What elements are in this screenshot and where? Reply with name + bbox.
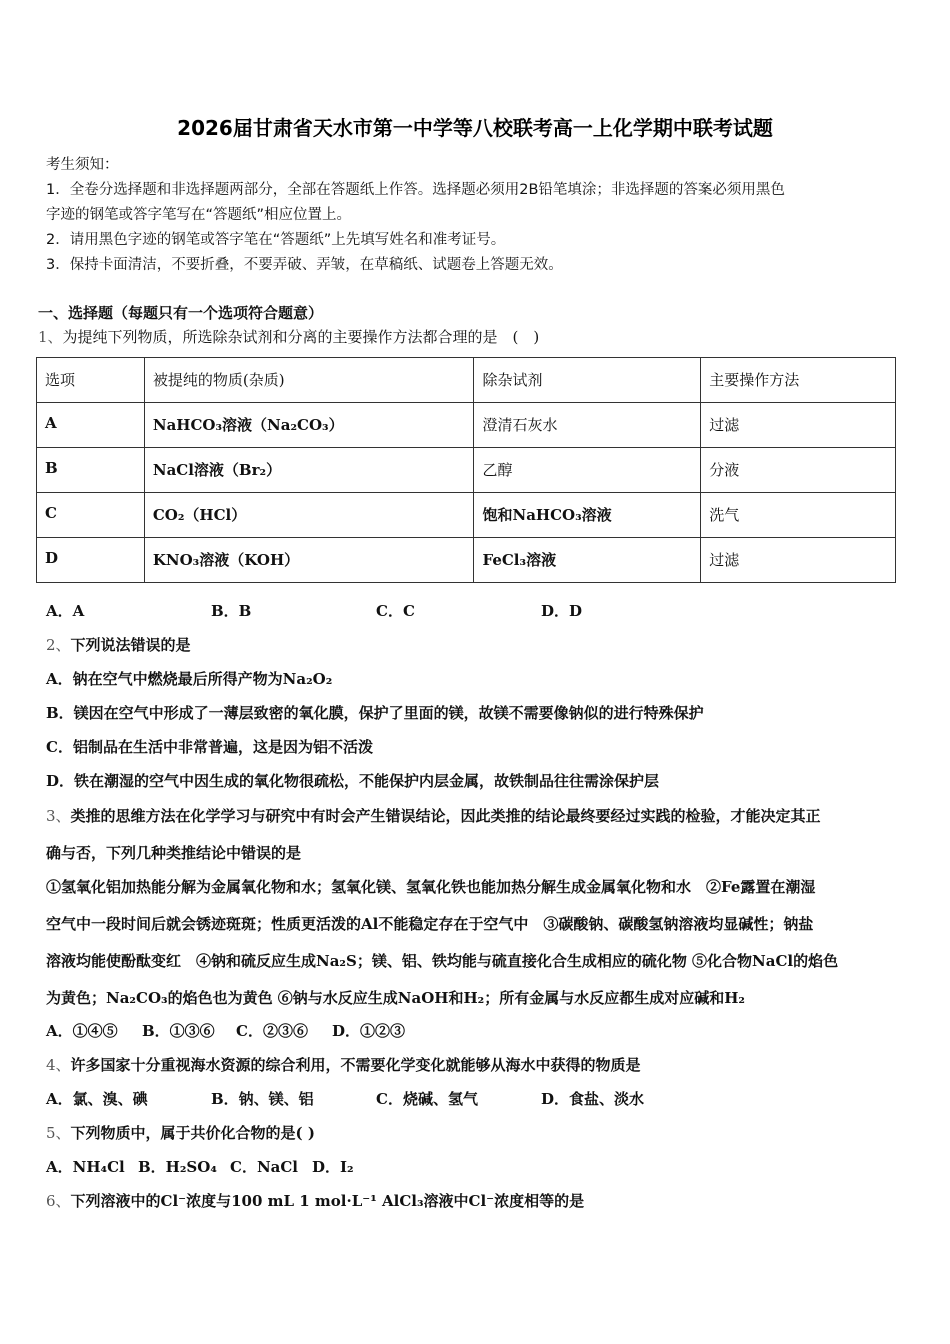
cell-option: A	[37, 403, 145, 448]
question-text: 下列溶液中的Cl⁻浓度与100 mL 1 mol·L⁻¹ AlCl₃溶液中Cl⁻浓度相等的是	[70, 1192, 585, 1210]
cell-option: D	[37, 538, 145, 583]
question-number: 2、	[46, 636, 71, 654]
option-c[interactable]: C．铝制品在生活中非常普遍，这是因为铝不活泼	[46, 738, 373, 756]
table-header-row	[37, 358, 896, 403]
notice-item-2: 2．请用黑色字迹的钢笔或答字笔在“答题纸”上先填写姓名和准考证号。	[46, 232, 506, 248]
question-text: 许多国家十分重视海水资源的综合利用，不需要化学变化就能够从海水中获得的物质是	[70, 1056, 641, 1074]
option-c[interactable]: C．烧碱、氢气	[376, 1090, 478, 1108]
question-number: 4、	[46, 1056, 71, 1074]
cell-substance: KNO₃溶液（KOH）	[144, 538, 474, 583]
option-a[interactable]: A．NH₄Cl	[46, 1158, 125, 1176]
question-text: 类推的思维方法在化学学习与研究中有时会产生错误结论，因此类推的结论最终要经过实践的检验，才能决定其正	[70, 807, 821, 825]
question-2-stem	[46, 634, 191, 655]
notice-item-3: 3．保持卡面清洁，不要折叠，不要弄破、弄皱，在草稿纸、试题卷上答题无效。	[46, 257, 563, 273]
question-5-stem	[46, 1122, 315, 1143]
option-a[interactable]: A．①④⑤	[46, 1022, 118, 1040]
option-a[interactable]: A．钠在空气中燃烧最后所得产物为Na₂O₂	[46, 670, 333, 688]
question-3-stem	[46, 805, 821, 826]
cell-option: B	[37, 448, 145, 493]
cell-substance: NaCl溶液（Br₂）	[144, 448, 474, 493]
question-3-stem-cont: 确与否，下列几种类推结论中错误的是	[46, 844, 302, 862]
question-text: 为提纯下列物质，所选除杂试剂和分离的主要操作方法都合理的是 ( )	[62, 328, 540, 346]
section-heading: 一、选择题（每题只有一个选项符合题意）	[38, 304, 324, 322]
question-number: 3、	[46, 807, 71, 825]
table-row	[37, 403, 896, 448]
question-3-body-line: 空气中一段时间后就会锈迹斑斑；性质更活泼的Al不能稳定存在于空气中 ③碳酸钠、碳酸氢钠溶液均显碱性；钠盐	[46, 915, 814, 933]
option-d[interactable]: D．食盐、淡水	[541, 1090, 645, 1108]
table-row	[37, 493, 896, 538]
question-number: 6、	[46, 1192, 71, 1210]
question-1-stem	[38, 326, 539, 347]
cell-reagent: 饱和NaHCO₃溶液	[474, 493, 701, 538]
table-row	[37, 538, 896, 583]
question-3-body-line: ①氢氧化铝加热能分解为金属氧化物和水；氢氧化镁、氢氧化铁也能加热分解生成金属氧化物和水 ②Fe露置在潮湿	[46, 878, 816, 896]
cell-substance: CO₂（HCl）	[144, 493, 474, 538]
question-6-stem	[46, 1190, 584, 1211]
cell-substance: NaHCO₃溶液（Na₂CO₃）	[144, 403, 474, 448]
question-3-body-line: 溶液均能使酚酞变红 ④钠和硫反应生成Na₂S；镁、铝、铁均能与硫直接化合生成相应的硫化物 ⑤化合物NaCl的焰色	[46, 952, 839, 970]
option-d[interactable]: D．铁在潮湿的空气中因生成的氧化物很疏松，不能保护内层金属，故铁制品往往需涂保护层	[46, 772, 660, 790]
notice-item-1-cont: 字迹的钢笔或答字笔写在“答题纸”相应位置上。	[46, 207, 352, 223]
notice-item-1: 1．全卷分选择题和非选择题两部分，全部在答题纸上作答。选择题必须用2B铅笔填涂；非选择题的答案必须用黑色	[46, 182, 785, 198]
table-row	[37, 448, 896, 493]
option-d[interactable]: D．D	[541, 602, 583, 620]
option-b[interactable]: B．H₂SO₄	[138, 1158, 217, 1176]
notice-heading: 考生须知：	[46, 157, 119, 173]
header-method: 主要操作方法	[701, 358, 896, 403]
option-c[interactable]: C．②③⑥	[236, 1022, 308, 1040]
cell-method: 洗气	[701, 493, 896, 538]
question-number: 1、	[38, 328, 63, 346]
header-reagent: 除杂试剂	[474, 358, 701, 403]
cell-method: 分液	[701, 448, 896, 493]
header-option: 选项	[37, 358, 145, 403]
question-number: 5、	[46, 1124, 71, 1142]
option-c[interactable]: C．C	[376, 602, 415, 620]
cell-option: C	[37, 493, 145, 538]
question-3-body-line: 为黄色；Na₂CO₃的焰色也为黄色 ⑥钠与水反应生成NaOH和H₂；所有金属与水反应都生成对应碱和H₂	[46, 989, 745, 1007]
option-b[interactable]: B．钠、镁、铝	[211, 1090, 314, 1108]
cell-method: 过滤	[701, 403, 896, 448]
option-b[interactable]: B．①③⑥	[142, 1022, 215, 1040]
question-1-table	[36, 357, 896, 583]
option-a[interactable]: A．氯、溴、碘	[46, 1090, 148, 1108]
question-text: 下列物质中，属于共价化合物的是( )	[70, 1124, 315, 1142]
question-text: 下列说法错误的是	[70, 636, 191, 654]
cell-reagent: 乙醇	[474, 448, 701, 493]
option-d[interactable]: D．①②③	[332, 1022, 406, 1040]
option-c[interactable]: C．NaCl	[230, 1158, 299, 1176]
question-4-stem	[46, 1054, 641, 1075]
page-title: 2026届甘肃省天水市第一中学等八校联考高一上化学期中联考试题	[177, 116, 773, 140]
cell-reagent: FeCl₃溶液	[474, 538, 701, 583]
option-b[interactable]: B．镁因在空气中形成了一薄层致密的氧化膜，保护了里面的镁，故镁不需要像钠似的进行特殊保护	[46, 704, 704, 722]
cell-reagent: 澄清石灰水	[474, 403, 701, 448]
option-b[interactable]: B．B	[211, 602, 252, 620]
option-a[interactable]: A．A	[46, 602, 85, 620]
option-d[interactable]: D．I₂	[312, 1158, 354, 1176]
header-substance: 被提纯的物质(杂质)	[144, 358, 474, 403]
cell-method: 过滤	[701, 538, 896, 583]
